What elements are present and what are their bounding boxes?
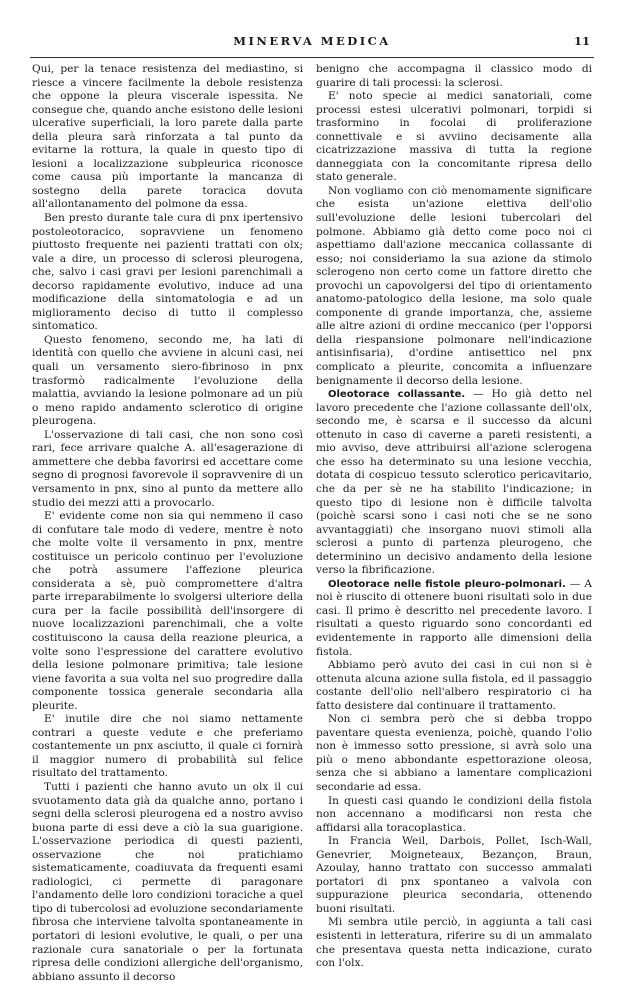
journal-title: MINERVA MEDICA — [233, 34, 391, 48]
paragraph-text: — A noi è riuscito di ottenere buoni risultati solo in due casi. Il primo è descritto nel precedente lavoro. I risultati a questo riguardo sono concordanti ed evidentemente in rapporto alle dimensioni della fistola. — [316, 577, 592, 658]
paragraph: In Francia Weil, Darbois, Pollet, Isch-Wall, Genevrier, Moigneteaux, Bezançon, Braun, Azoulay, hanno trattato con successo ammalati portatori di pnx spontaneo a valvola con suppurazione pleurica secondaria, ottenendo buoni risultati. — [316, 835, 592, 915]
left-column — [32, 63, 303, 984]
paragraph: E' evidente come non sia qui nemmeno il caso di confutare tale modo di vedere, mentre è noto che molte volte il versamento in pnx, mentre costituisce un pericolo continuo per l'evoluzione che potrà assumere l'affezione pleurica considerata a sè, può compromettere d'altra parte irreparabilmente lo svolgersi ulteriore della cura per la facile possibilità dell'insorgere di nuove localizzazioni parenchimali, che a volte costituiscono la causa della reazione pleurica, a volte sono l'espressione del carattere evolutivo della lesione polmonare primitiva; tale lesione viene favorita a sua volta nel suo progredire dalla componente tossica generale secondaria alla pleurite. — [32, 510, 303, 712]
paragraph: Qui, per la tenace resistenza del mediastino, si riesce a vincere facilmente la debole resistenza che oppone la pleura viscerale ispessita. Ne consegue che, quando anche esistono delle lesioni ulcerative superficiali, la loro parete dalla parte della pleura sarà rinforzata a tal punto da evitarne la rottura, la quale in questo tipo di lesioni a localizzazione subpleurica riconosce come causa più importante la mancanza di sostegno della parete toracica dovuta all'allontanamento del polmone da essa. — [32, 63, 303, 211]
paragraph: In questi casi quando le condizioni della fistola non accennano a modificarsi non resta che affidarsi alla toracoplastica. — [316, 794, 592, 834]
subheading-oleotorace-collassante: Oleotorace collassante. — [328, 389, 466, 401]
paragraph: L'osservazione di tali casi, che non sono così rari, fece arrivare qualche A. all'esagerazione di ammettere che debba favorirsi ed accettare come segno di prognosi favorevole il sopravvenire di un versamento in pnx, sino al punto da mettere allo studio dei mezzi atti a provocarlo. — [32, 428, 303, 509]
paragraph: Tutti i pazienti che hanno avuto un olx il cui svuotamento data già da qualche anno, portano i segni della sclerosi pleurogena ed a nostro avviso buona parte di essi deve a ciò la sua guarigione. L'osservazione periodica di questi pazienti, osservazione che noi pratichiamo sistematicamente, coadiuvata da frequenti esami radiologici, ci permette di paragonare l'andamento delle loro condizioni toraciche a quel tipo di tubercolosi ad evoluzione secondariamente fibrosa che interviene talvolta spontaneamente in portatori di lesioni evolutive, le quali, o per una razionale cura sanatoriale o per la fortunata ripresa delle condizioni allergiche dell'organismo, abbiano assunto il decorso — [32, 780, 303, 983]
paragraph: Ben presto durante tale cura di pnx ipertensivo postoleotoracico, sopravviene un fenomeno piuttosto frequente nei pazienti trattati con olx; vale a dire, un processo di sclerosi pleurogena, che, salvo i casi gravi per lesioni parenchimali a decorso rapidamente evolutivo, induce ad una modificazione della sintomatologia e ad un miglioramento deciso di tutto il complesso sintomatico. — [32, 212, 303, 333]
paragraph-with-subheading — [316, 578, 592, 659]
right-column — [316, 63, 592, 971]
subheading-fistole: Oleotorace nelle fistole pleuro-polmonari. — [328, 578, 566, 590]
page-number: 11 — [573, 34, 590, 48]
paragraph: benigno che accompagna il classico modo di guarire di tali processi: la sclerosi. — [316, 63, 592, 89]
paragraph: Abbiamo però avuto dei casi in cui non si è ottenuta alcuna azione sulla fistola, ed il passaggio costante dell'olio nell'albero respiratorio ci ha fatto desistere dal continuare il trattamento. — [316, 659, 592, 712]
paragraph: Non ci sembra però che si debba troppo paventare questa evenienza, poichè, quando l'olio non è immesso sotto pressione, si avrà solo una più o meno abbondante espettorazione oleosa, senza che si abbiano a lamentare complicazioni secondarie ad essa. — [316, 713, 592, 793]
paragraph: E' noto specie ai medici sanatoriali, come processi estesi ulcerativi polmonari, torpidi si trasformino in focolai di proliferazione connettivale e si avviino decisamente alla cicatrizzazione massiva di tutta la regione danneggiata con la concomitante ripresa dello stato generale. — [316, 90, 592, 184]
paragraph-text: — Ho già detto nel lavoro precedente che l'azione collassante dell'olx, secondo me, è scarsa e il successo da alcuni ottenuto in caso di caverne a pareti resistenti, a mio avviso, deve attribuirsi all'azione sclerogena che esso ha determinato su una lesione vecchia, dotata di cospicuo tessuto sclerotico pericavitario, che da per sè ne ha stabilito l'indicazione; in questo tipo di lesione non è difficile talvolta (poichè scarsi sono i casi noti che se ne sono avvantaggiati) che insorgano nuovi stimoli alla sclerosi a punto di partenza pleurogeno, che determinino un decisivo andamento della lesione verso la fibrificazione. — [316, 388, 592, 577]
paragraph: E' inutile dire che noi siamo nettamente contrari a queste vedute e che preferiamo costantemente un pnx asciutto, il quale ci fornirà il maggior numero di probabilità sul felice risultato del trattamento. — [32, 713, 303, 780]
running-header — [34, 34, 590, 50]
paragraph: Non vogliamo con ciò menomamente significare che esista un'azione elettiva dell'olio sull'evoluzione delle lesioni tubercolari del polmone. Abbiamo già detto come poco noi ci aspettiamo dall'azione meccanica collassante di esso; noi consideriamo la sua azione da stimolo sclerogeno non certo come un fattore diretto che provochi un capovolgersi del tipo di orientamento anatomo-patologico della lesione, ma solo quale componente di grande importanza, che, assieme alle altre azioni di ordine meccanico (per l'opporsi della riespansione polmonare nell'indicazione antisinfisaria), d'ordine antisettico nel pnx complicato a pleurite, concomita a influenzare benignamente il decorso della lesione. — [316, 184, 592, 387]
paragraph: Questo fenomeno, secondo me, ha lati di identità con quello che avviene in alcuni casi, nei quali un versamento siero-fibrinoso in pnx trasformò radicalmente l'evoluzione della malattia, avviando la lesione polmonare ad un più o meno rapido andamento sclerotico di origine pleurogena. — [32, 333, 303, 428]
header-rule — [30, 57, 594, 58]
paragraph: Mi sembra utile perciò, in aggiunta a tali casi esistenti in letteratura, riferire su di un ammalato che presentava questa netta indicazione, curato con l'olx. — [316, 916, 592, 970]
paragraph-with-subheading — [316, 388, 592, 578]
